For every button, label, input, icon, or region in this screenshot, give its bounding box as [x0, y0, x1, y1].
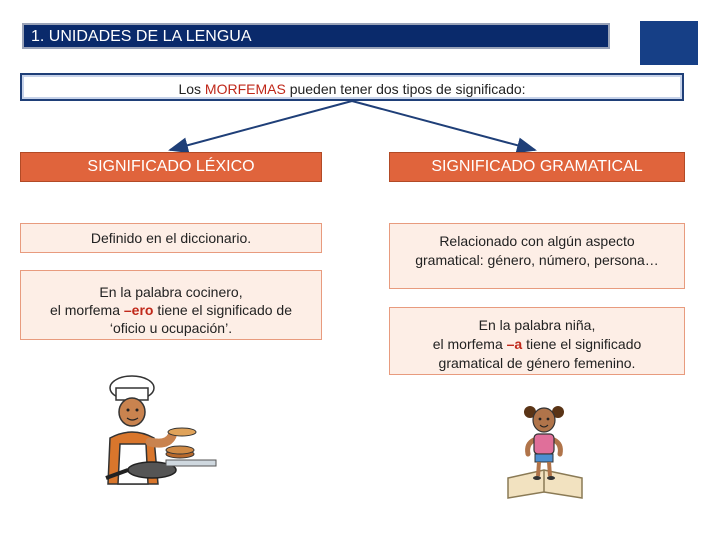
grammatical-example-post: tiene el significado	[522, 336, 642, 352]
chef-icon	[92, 374, 222, 486]
intro-suffix: pueden tener dos tipos de significado:	[285, 81, 526, 97]
grammatical-definition-line1: Relacionado con algún aspecto	[439, 233, 635, 249]
lexical-morpheme: –ero	[123, 302, 154, 318]
arrow-right	[352, 101, 535, 150]
intro-highlight: MORFEMAS	[204, 81, 286, 97]
lexical-example	[20, 270, 322, 340]
grammatical-example-line2	[390, 335, 684, 354]
grammatical-example-pre: el morfema	[432, 336, 507, 352]
grammatical-example	[389, 307, 685, 375]
grammatical-example-line3: gramatical de género femenino.	[438, 355, 636, 371]
lexical-example-line3: ‘oficio u ocupación’.	[109, 320, 233, 336]
grammatical-heading: SIGNIFICADO GRAMATICAL	[389, 152, 685, 182]
lexical-example-line1: En la palabra cocinero,	[99, 284, 243, 300]
grammatical-example-line1: En la palabra niña,	[478, 317, 596, 333]
grammatical-definition-line2: gramatical: género, número, persona…	[415, 252, 659, 268]
lexical-example-pre: el morfema	[49, 302, 124, 318]
grammatical-morpheme: –a	[506, 336, 523, 352]
lexical-heading: SIGNIFICADO LÉXICO	[20, 152, 322, 182]
page-title: 1. UNIDADES DE LA LENGUA	[31, 28, 252, 45]
lexical-example-post: tiene el significado de	[153, 302, 293, 318]
girl-on-book-icon	[500, 400, 590, 505]
lexical-example-line2	[21, 301, 321, 319]
grammatical-definition	[389, 223, 685, 289]
lexical-definition: Definido en el diccionario.	[20, 223, 322, 253]
intro-prefix: Los	[178, 81, 205, 97]
arrow-left	[170, 101, 352, 150]
